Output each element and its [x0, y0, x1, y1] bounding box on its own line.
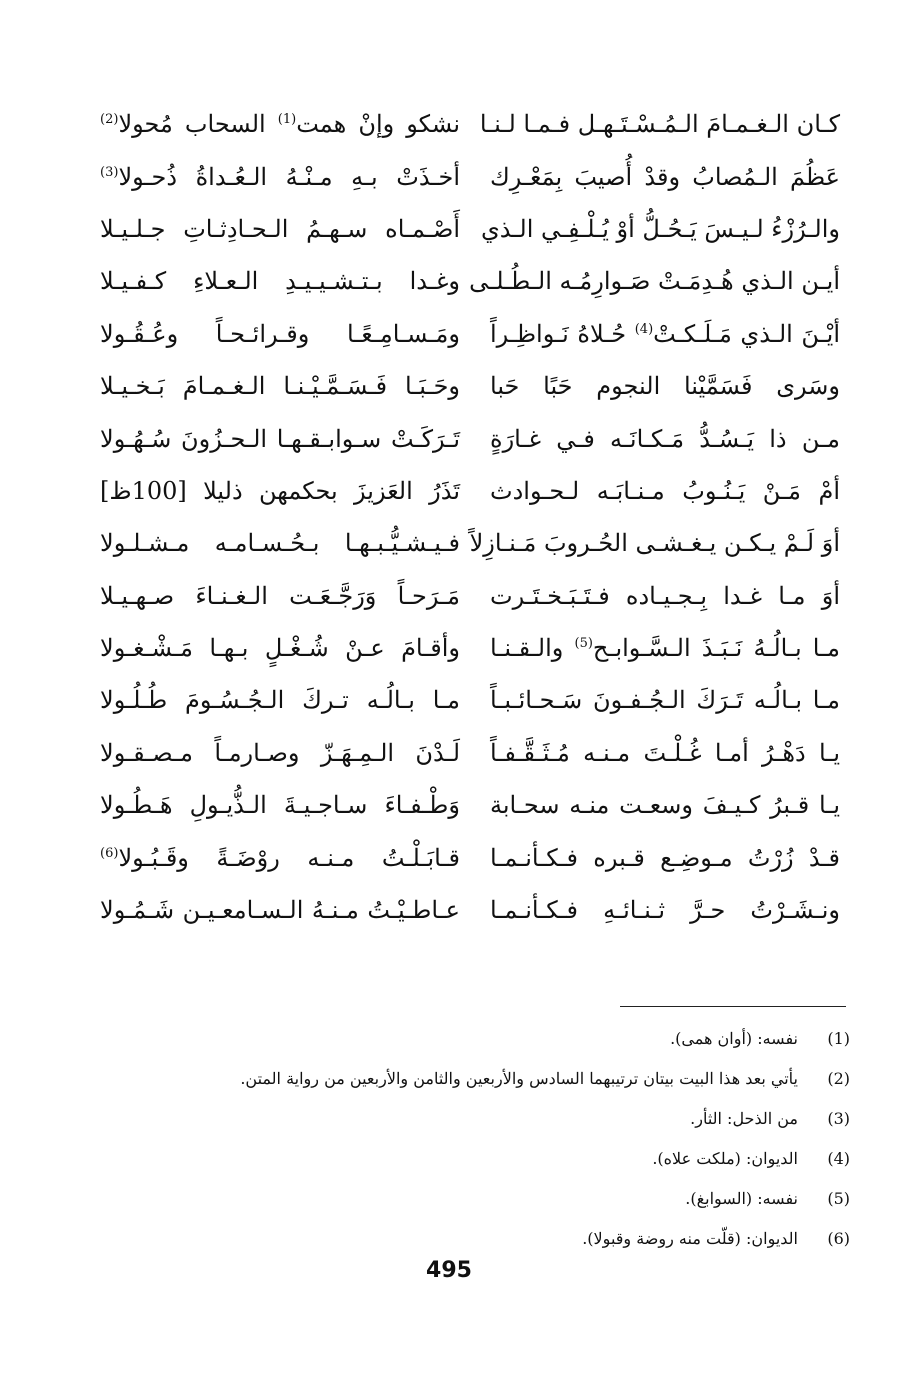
page-number: 495: [426, 1258, 472, 1283]
verse-second-hemistich: تَـرَكَـتْ سـوابـقـهـا الـحـزُونَ سُـهُـولا: [100, 424, 460, 453]
verse-second-hemistich: لَـدْنَ الـمِـهَـزّ وصـارمـاً مـصـقـولا: [100, 738, 460, 767]
verse-first-hemistich: أيْـنَ الـذي مَـلَـكـتْ$^{(4)}$ حُـلاهُ نَـواظِـراً: [490, 319, 841, 348]
verse-second-hemistich: وغـدا بـتـشـيـيـدِ الـعـلاءِ كـفـيـلا: [100, 267, 460, 296]
verse-row: [100, 360, 840, 412]
verse-first-hemistich: أوَ مـا غـدا بِـجـيـاده فـتَـبَـخـتَـرت: [490, 581, 840, 610]
verse-first-hemistich: يـا دَهْـرُ أمـا غُـلْـتَ مـنـه مُـثَـقَّـفـاً: [490, 738, 840, 767]
verse-row: [100, 255, 840, 307]
verse-first-hemistich: أوَ لَـمْ يـكـن يـغـشـى الحُـروبَ مَـنـازِلاً: [469, 529, 840, 558]
verse-row: [100, 779, 840, 831]
verse-row: [100, 412, 840, 464]
footnote: [90, 1018, 850, 1058]
verse-first-hemistich: أيـن الـذي هُـدِمَـتْ صَـوارِمُـه الـطُـلـى: [469, 267, 840, 296]
footnote-number: (5): [827, 1188, 850, 1208]
verse-row: [100, 308, 840, 360]
verse-row: [100, 622, 840, 674]
verse-second-hemistich: فـيـشـيُّـبـهـا بـحُـسـامـه مـشـلـولا: [100, 529, 460, 558]
verse-row: [100, 465, 840, 517]
footnote-number: (3): [827, 1108, 850, 1128]
footnote-text: من الذحل: الثأر.: [690, 1108, 798, 1128]
verse-row: [100, 203, 840, 255]
verse-second-hemistich: عـاطـيْـتُ مـنـهُ الـسـامعـيـن شَـمُـولا: [100, 896, 460, 925]
footnote-marker: (4): [634, 321, 654, 337]
verse-row: [100, 674, 840, 726]
footnote-number: (4): [827, 1148, 850, 1168]
footnote-marker: (5): [574, 636, 593, 652]
verse-second-hemistich: نشكو وإنْ همت$^{(1)}$ السحاب مُحولا$^{(2)}$: [100, 110, 460, 139]
verse-row: [100, 727, 840, 779]
verse-second-hemistich: وَطْـفـاءَ سـاجـيـةَ الـذُّيـولِ هَـطُـولا: [100, 791, 460, 820]
verse-second-hemistich: تَذَرُ العَزيزَ بحكمهن ذليلا [100ظ]: [100, 476, 460, 505]
verse-first-hemistich: وسَرى فَسَمَّيْنا النجوم حَبًا حَبا: [490, 372, 840, 401]
verse-row: [100, 150, 840, 202]
verse-first-hemistich: مـن ذا يَـسُـدُّ مَـكـانَـه فـي غـارَةٍ: [490, 424, 840, 453]
verse-first-hemistich: مـا بـالُـهُ نَـبَـذَ الـسَّـوابـح$^{(5)}$ والـقـنـا: [490, 634, 840, 663]
verse-second-hemistich: قـابَـلْـتُ مـنـه روْضَـةً وقَـبُـولا$^{(6)}$: [100, 843, 460, 872]
verse-second-hemistich: وأقـامَ عـنْ شُـغْـلٍ بـهـا مَـشْـغـولا: [100, 634, 460, 663]
footnote-marker: (2): [100, 112, 119, 128]
footnote-text: يأتي بعد هذا البيت بيتان ترتيبهما السادس والأربعين والثامن والأربعين من رواية المتن.: [240, 1068, 798, 1088]
footnote-text: نفسه: (أوان همى).: [670, 1028, 798, 1048]
footnote: [90, 1138, 850, 1178]
verse-second-hemistich: مَـرَحـاً وَرَجَّـعَـت الـغـنـاءَ صـهـيـلا: [100, 581, 460, 610]
verse-second-hemistich: أخـذَتْ بـهِ مـنْـهُ الـعُـداةُ ذُحـولا$^{(3)}$: [100, 162, 460, 191]
footnote-separator: [620, 1006, 846, 1007]
verse-second-hemistich: مـا بـالُـه تـركَ الـجُـسُـومَ طُـلُـولا: [100, 686, 460, 715]
footnote-number: (1): [827, 1028, 850, 1048]
footnotes: [90, 1018, 850, 1258]
verse-first-hemistich: ونـشَـرْتُ حـرَّ ثـنـائـهِ فـكـأنـمـا: [490, 896, 840, 925]
footnote-number: (2): [827, 1068, 850, 1088]
verse-second-hemistich: ومَـسـامِـعًـا وقـرائـحـاً وعُـقُـولا: [100, 319, 460, 348]
verse-row: [100, 517, 840, 569]
verse-first-hemistich: مـا بـالُـه تَـرَكَ الـجُـفـونَ سَـحـائـبـاً: [490, 686, 840, 715]
verse-row: [100, 884, 840, 936]
verse-first-hemistich: أمْ مَـنْ يَـنُـوبُ مـنـابَـه لـحـوادث: [490, 476, 840, 505]
verse-first-hemistich: والـرُزْءُ لـيـسَ يَـحُـلُّ أوْ يُـلْـفِـي الـذي: [480, 214, 840, 243]
verse-row: [100, 570, 840, 622]
verse-second-hemistich: وحَـبَـا فَـسَـمَّـيْـنـا الـغـمـامَ بَـخـيـلا: [100, 372, 460, 401]
verse-row: [100, 831, 840, 883]
footnote: [90, 1098, 850, 1138]
verse-first-hemistich: قـدْ زُرْتُ مـوضِـع قـبره فـكـأنـمـا: [490, 843, 840, 872]
verse-first-hemistich: عَظُمَ الـمُصابُ وقدْ أُصيبَ بِمَعْـرِك: [490, 162, 840, 191]
footnote-text: الديوان: (ملكت علاه).: [652, 1148, 798, 1168]
verse-row: [100, 98, 840, 150]
footnote-marker: (1): [277, 112, 297, 128]
footnote-text: الديوان: (قلّت منه روضة وقبولا).: [582, 1228, 798, 1248]
poem-verses: [100, 98, 840, 936]
footnote-marker: (6): [100, 845, 119, 861]
verse-second-hemistich: أَصْـمـاه سـهـمُ الـحـادِثـاتِ جـلـيـلا: [100, 214, 460, 243]
footnote: [90, 1218, 850, 1258]
verse-first-hemistich: يـا قـبرُ كـيـفَ وسعـت منـه سحـابة: [490, 791, 840, 820]
footnote-marker: (3): [100, 164, 119, 180]
footnote: [90, 1058, 850, 1098]
footnote: [90, 1178, 850, 1218]
verse-first-hemistich: كـان الـغـمـامَ الـمُـسْـتَـهـل فـمـا لـنـا: [479, 110, 840, 139]
footnote-number: (6): [827, 1228, 850, 1248]
footnote-text: نفسه: (السوابغ).: [685, 1188, 798, 1208]
